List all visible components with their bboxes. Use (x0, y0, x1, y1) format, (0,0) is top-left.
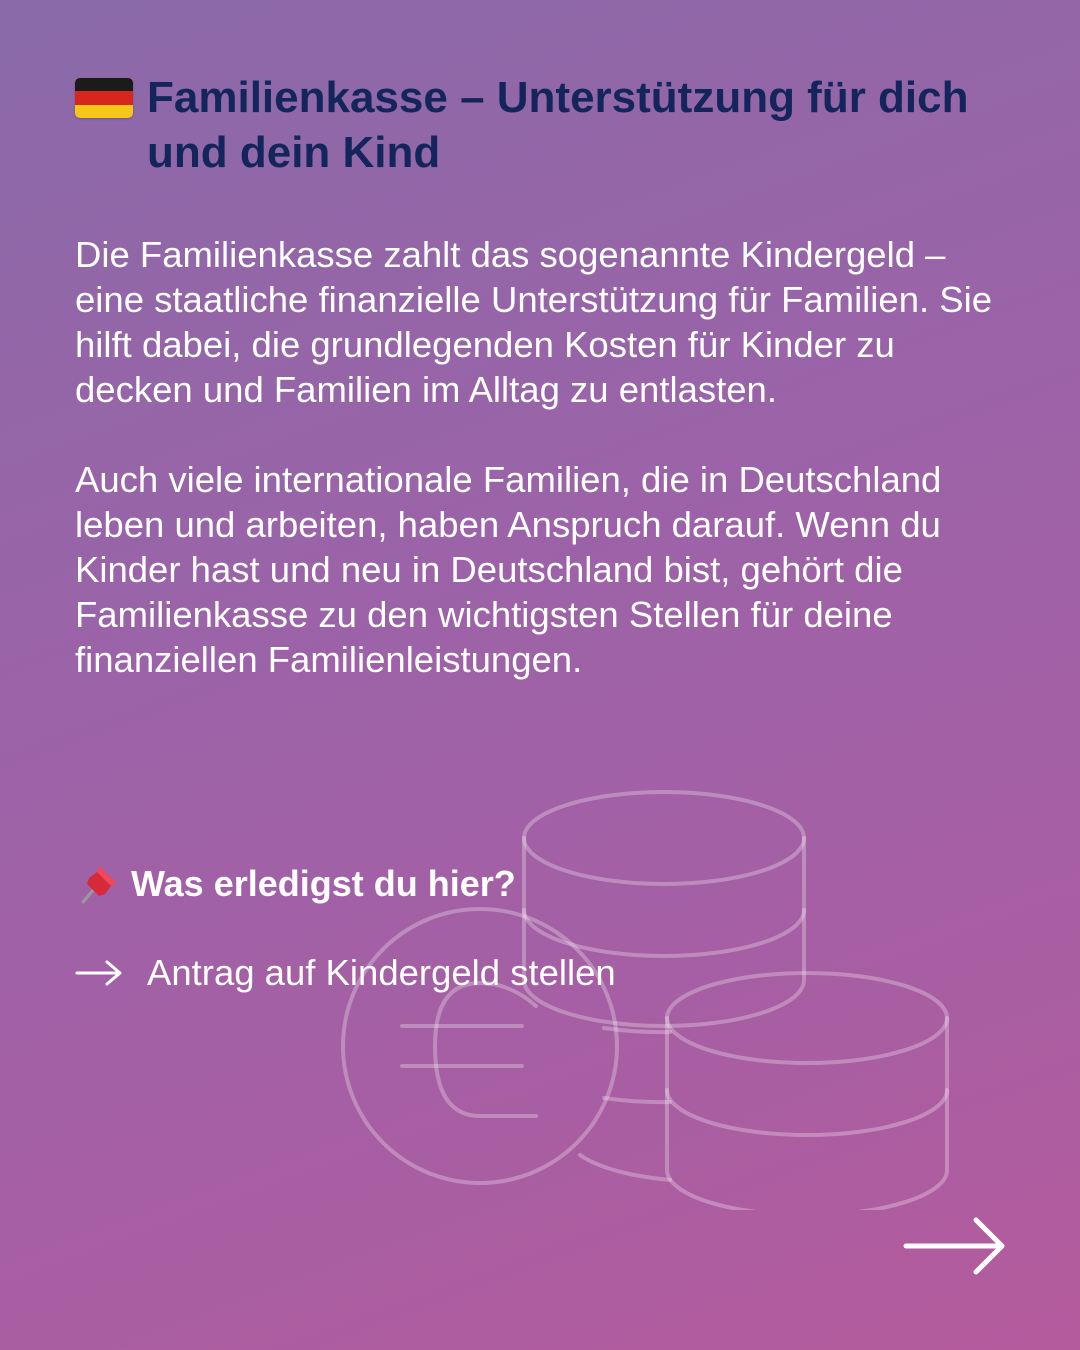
arrow-right-icon (75, 958, 123, 988)
list-item-label: Antrag auf Kindergeld stellen (147, 952, 616, 993)
section-heading-label: Was erledigst du hier? (131, 863, 516, 904)
body-paragraph-2: Auch viele internationale Familien, die in Deutschland leben und arbeiten, haben Anspruch darauf. Wenn du Kinder hast und neu in Deutschland bist, gehört die Familienkasse zu den wichtigsten Stellen für deine finanziellen Familienleistungen. (75, 459, 942, 680)
germany-flag-icon (75, 78, 133, 118)
list-item (75, 952, 616, 994)
title-row (75, 70, 1005, 180)
coins-euro-icon (330, 780, 970, 1210)
pushpin-icon (75, 860, 123, 908)
page-title: Familienkasse – Unterstützung für dich und dein Kind (147, 73, 969, 177)
section-heading (75, 860, 516, 908)
next-arrow-button[interactable] (900, 1212, 1010, 1280)
body-paragraph-1: Die Familienkasse zahlt das sogenannte Kindergeld – eine staatliche finanzielle Unterstützung für Familien. Sie hilft dabei, die grundlegenden Kosten für Kinder zu decken und Familien im Alltag zu entlasten. (75, 234, 993, 410)
